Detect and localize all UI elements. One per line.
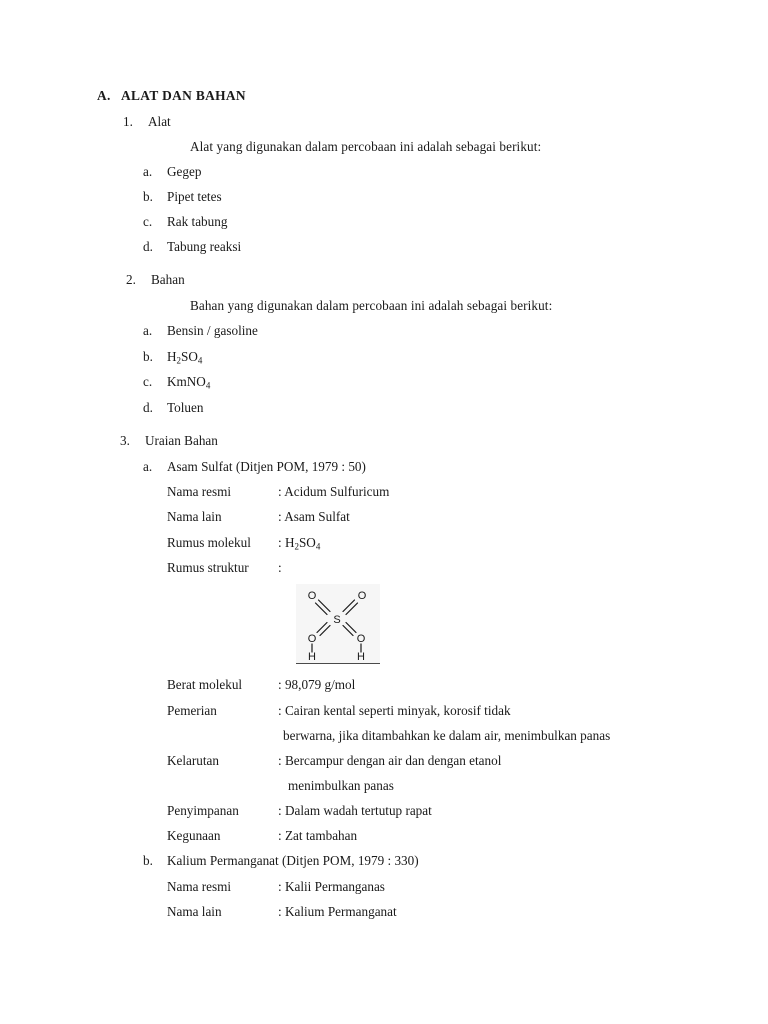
atom-label-o-bottom-right: O bbox=[356, 633, 366, 645]
field-label-nama-resmi: Nama resmi bbox=[167, 484, 232, 499]
field-value-nama-lain-b: : Kalium Permanganat bbox=[278, 904, 397, 919]
list-marker-alat-a: a. bbox=[143, 164, 153, 179]
field-value-nama-lain: : Asam Sulfat bbox=[278, 509, 350, 524]
subsection-title-alat: Alat bbox=[148, 114, 171, 129]
field-value-penyimpanan: : Dalam wadah tertutup rapat bbox=[278, 803, 432, 818]
list-item-alat-d: Tabung reaksi bbox=[167, 239, 242, 254]
subsection-title-bahan: Bahan bbox=[151, 272, 185, 287]
entry-marker-b: b. bbox=[143, 853, 153, 868]
atom-label-o-top-right: O bbox=[357, 590, 367, 602]
field-value-nama-resmi-b: : Kalii Permanganas bbox=[278, 879, 385, 894]
list-marker-bahan-b: b. bbox=[143, 349, 153, 364]
field-value-berat-molekul: : 98,079 g/mol bbox=[278, 677, 356, 692]
atom-label-o-bottom-left: O bbox=[307, 633, 317, 645]
entry-title-kalium-permanganat: Kalium Permanganat (Ditjen POM, 1979 : 330) bbox=[167, 853, 419, 868]
entry-marker-a: a. bbox=[143, 459, 153, 474]
field-value-nama-resmi: : Acidum Sulfuricum bbox=[278, 484, 390, 499]
list-item-alat-a: Gegep bbox=[167, 164, 202, 179]
list-item-bahan-c-formula: KmNO$_4$ bbox=[167, 374, 211, 391]
field-label-pemerian: Pemerian bbox=[167, 703, 217, 718]
field-value-kelarutan-continuation: menimbulkan panas bbox=[288, 778, 394, 793]
list-item-bahan-a: Bensin / gasoline bbox=[167, 323, 258, 338]
list-marker-alat-d: d. bbox=[143, 239, 153, 254]
field-value-kelarutan: : Bercampur dengan air dan dengan etanol bbox=[278, 753, 502, 768]
intro-paragraph-bahan: Bahan yang digunakan dalam percobaan ini adalah sebagai berikut: bbox=[190, 298, 553, 313]
list-item-alat-c: Rak tabung bbox=[167, 214, 228, 229]
field-value-rumus-struktur: : bbox=[278, 560, 282, 575]
atom-label-h-right: H bbox=[357, 651, 365, 663]
list-marker-alat-c: c. bbox=[143, 214, 153, 229]
field-label-nama-resmi-b: Nama resmi bbox=[167, 879, 232, 894]
intro-paragraph-alat: Alat yang digunakan dalam percobaan ini adalah sebagai berikut: bbox=[190, 139, 542, 154]
list-item-bahan-b-formula: $H_2SO_4$ bbox=[167, 349, 203, 366]
field-label-nama-lain: Nama lain bbox=[167, 509, 222, 524]
field-label-kegunaan: Kegunaan bbox=[167, 828, 221, 843]
field-value-pemerian-continuation: berwarna, jika ditambahkan ke dalam air, menimbulkan panas bbox=[283, 728, 611, 743]
list-item-bahan-d: Toluen bbox=[167, 400, 204, 415]
entry-title-asam-sulfat: Asam Sulfat (Ditjen POM, 1979 : 50) bbox=[167, 459, 366, 474]
page-title: ALAT DAN BAHAN bbox=[121, 88, 246, 103]
structural-formula-svg bbox=[296, 584, 380, 663]
field-value-rumus-molekul: : $H_2SO_4$ bbox=[278, 535, 321, 552]
field-value-kegunaan: : Zat tambahan bbox=[278, 828, 358, 843]
field-value-pemerian: : Cairan kental seperti minyak, korosif tidak bbox=[278, 703, 511, 718]
list-marker-bahan-c: c. bbox=[143, 374, 153, 389]
field-label-nama-lain-b: Nama lain bbox=[167, 904, 222, 919]
section-heading-marker: A. bbox=[97, 88, 111, 103]
field-label-rumus-struktur: Rumus struktur bbox=[167, 560, 249, 575]
sulfuric-acid-structure-image bbox=[296, 584, 380, 664]
atom-label-s-center: S bbox=[333, 614, 341, 626]
list-marker-3: 3. bbox=[120, 433, 130, 448]
subsection-title-uraian-bahan: Uraian Bahan bbox=[145, 433, 218, 448]
atom-label-o-top-left: O bbox=[307, 590, 317, 602]
field-label-berat-molekul: Berat molekul bbox=[167, 677, 243, 692]
list-item-alat-b: Pipet tetes bbox=[167, 189, 222, 204]
list-marker-1: 1. bbox=[123, 114, 133, 129]
list-marker-bahan-a: a. bbox=[143, 323, 153, 338]
field-label-penyimpanan: Penyimpanan bbox=[167, 803, 239, 818]
list-marker-alat-b: b. bbox=[143, 189, 153, 204]
field-label-kelarutan: Kelarutan bbox=[167, 753, 219, 768]
atom-label-h-left: H bbox=[308, 651, 316, 663]
list-marker-2: 2. bbox=[126, 272, 136, 287]
list-marker-bahan-d: d. bbox=[143, 400, 153, 415]
field-label-rumus-molekul: Rumus molekul bbox=[167, 535, 251, 550]
